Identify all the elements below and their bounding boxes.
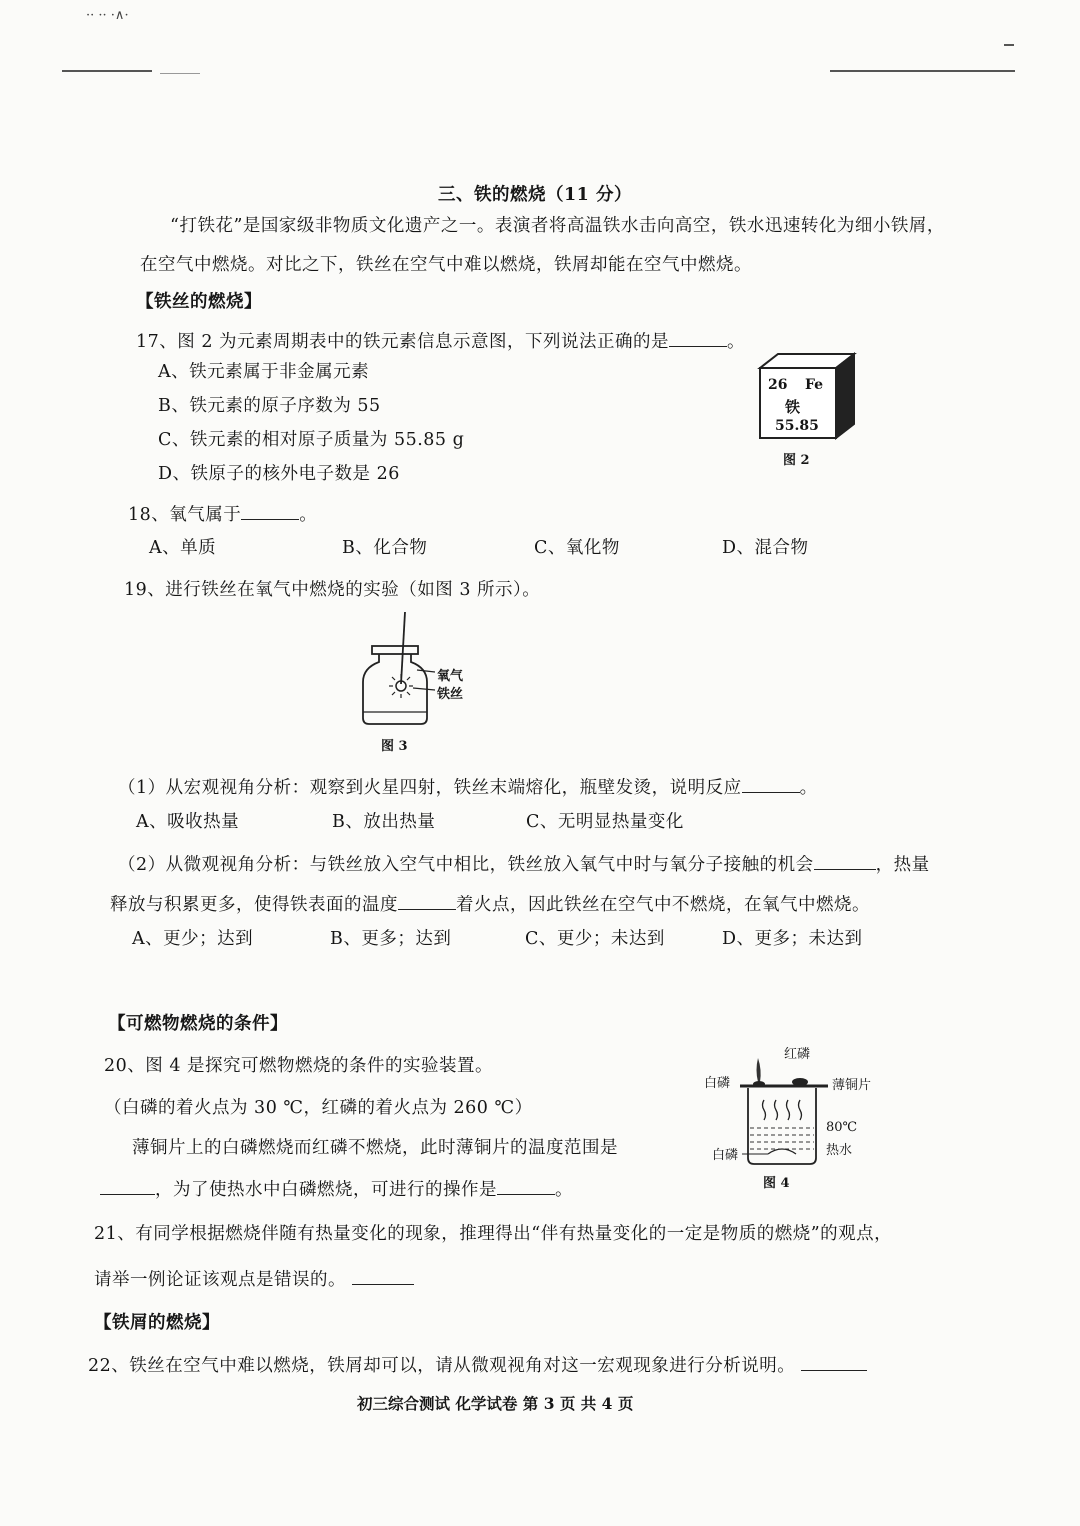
q19-part1-stem — [118, 774, 818, 799]
q19-part2-option-d: D、更多；未达到 — [722, 929, 863, 949]
intro-line-1: “打铁花”是国家级非物质文化遗产之一。表演者将高温铁水击向高空，铁水迅速转化为细小铁屑， — [170, 216, 945, 236]
q17-stem-end: 。 — [727, 332, 746, 352]
q17-answer-blank[interactable] — [669, 329, 727, 348]
q19-stem: 19、进行铁丝在氧气中燃烧的实验（如图 3 所示）。 — [124, 580, 541, 600]
q19-part1-text: （1）从宏观视角分析：观察到火星四射，铁丝末端熔化，瓶壁发烫，说明反应 — [118, 778, 742, 798]
fig2-atomic-number: 26 — [768, 377, 788, 393]
q17-option-c: C、铁元素的相对原子质量为 55.85 g — [158, 430, 465, 450]
q19-part2-option-a: A、更少；达到 — [132, 929, 254, 949]
q21-answer-blank[interactable] — [352, 1267, 414, 1286]
q22-stem-text: 22、铁丝在空气中难以燃烧，铁屑却可以，请从微观视角对这一宏观现象进行分析说明。 — [88, 1356, 796, 1376]
q18-answer-blank[interactable] — [241, 502, 299, 521]
q17-option-a: A、铁元素属于非金属元素 — [158, 362, 370, 382]
scan-line-left-2 — [160, 73, 200, 74]
q19-part2-text-d: 着火点，因此铁丝在空气中不燃烧，在氧气中燃烧。 — [456, 895, 870, 915]
fig3-label-wire: 铁丝 — [437, 687, 464, 702]
fig4-caption: 图 4 — [763, 1176, 790, 1191]
intro-line-2: 在空气中燃烧。对比之下，铁丝在空气中难以燃烧，铁屑却能在空气中燃烧。 — [140, 255, 752, 275]
scan-dash-right — [1004, 44, 1014, 46]
subheading-combustion-conditions: 【可燃物燃烧的条件】 — [108, 1014, 288, 1034]
q20-line3: 薄铜片上的白磷燃烧而红磷不燃烧，此时薄铜片的温度范围是 — [132, 1138, 618, 1158]
q19-part2-line2 — [110, 891, 870, 916]
q18-stem-text: 18、氧气属于 — [128, 505, 242, 525]
fig3-label-oxygen: 氧气 — [437, 669, 464, 684]
subheading-iron-wire: 【铁丝的燃烧】 — [136, 292, 262, 312]
fig4-label-copper-sheet: 薄铜片 — [832, 1078, 872, 1093]
q18-option-d: D、混合物 — [722, 538, 809, 558]
q19-part1-option-b: B、放出热量 — [332, 812, 436, 832]
fig4-label-red-phosphorus: 红磷 — [784, 1047, 811, 1062]
q17-option-d: D、铁原子的核外电子数是 26 — [158, 464, 400, 484]
q17-stem — [136, 328, 745, 353]
q19-part2-blank-2[interactable] — [398, 892, 456, 911]
q19-part2-blank-1[interactable] — [814, 852, 876, 871]
q17-stem-text: 17、图 2 为元素周期表中的铁元素信息示意图，下列说法正确的是 — [136, 332, 670, 352]
q18-stem — [128, 501, 317, 526]
q19-part2-option-b: B、更多；达到 — [330, 929, 452, 949]
q20-line4-text: ，为了使热水中白磷燃烧，可进行的操作是 — [155, 1180, 497, 1200]
q19-part1-end: 。 — [799, 778, 818, 798]
fig4-label-white-phosphorus-top: 白磷 — [704, 1076, 731, 1091]
q18-option-a: A、单质 — [149, 538, 217, 558]
q20-line4-end: 。 — [555, 1180, 573, 1200]
fig2-mass: 55.85 — [775, 418, 819, 434]
scan-line-right — [830, 70, 1015, 72]
fig4-label-temperature: 80℃ — [826, 1120, 858, 1135]
q18-option-c: C、氧化物 — [534, 538, 620, 558]
q19-part1-option-a: A、吸收热量 — [136, 812, 240, 832]
q20-note: （白磷的着火点为 30 ℃，红磷的着火点为 260 ℃） — [104, 1098, 533, 1118]
figure-3-gas-jar — [355, 612, 435, 730]
fig2-symbol: Fe — [805, 377, 824, 393]
q18-option-b: B、化合物 — [342, 538, 428, 558]
q19-part2-text-b: ，热量 — [875, 855, 930, 875]
q19-part2-text: （2）从微观视角分析：与铁丝放入空气中相比，铁丝放入氧气中时与氧分子接触的机会 — [118, 855, 814, 875]
page-footer: 初三综合测试 化学试卷 第 3 页 共 4 页 — [357, 1394, 634, 1413]
q19-part2-option-c: C、更少；未达到 — [525, 929, 665, 949]
q18-stem-end: 。 — [299, 505, 318, 525]
section-title: 三、铁的燃烧（11 分） — [438, 185, 632, 205]
q22-stem — [88, 1352, 867, 1377]
q20-stem: 20、图 4 是探究可燃物燃烧的条件的实验装置。 — [104, 1056, 494, 1076]
fig4-label-white-phosphorus-bottom: 白磷 — [712, 1148, 739, 1163]
q20-blank-2[interactable] — [497, 1177, 555, 1196]
q20-blank-1[interactable] — [100, 1177, 155, 1196]
q17-option-b: B、铁元素的原子序数为 55 — [158, 396, 381, 416]
fig2-caption: 图 2 — [783, 453, 810, 468]
q21-line2 — [94, 1266, 414, 1291]
fig2-name: 铁 — [785, 398, 801, 416]
q21-line2-text: 请举一例论证该观点是错误的。 — [94, 1270, 346, 1290]
q19-part2-line1 — [118, 851, 930, 876]
scan-line-left — [62, 70, 152, 72]
q19-part1-blank[interactable] — [742, 775, 800, 794]
q19-part1-option-c: C、无明显热量变化 — [526, 812, 684, 832]
fig4-label-hot-water: 热水 — [826, 1143, 853, 1158]
scan-mark-text: ·· ·· ·∧· — [86, 8, 129, 23]
q21-line1: 21、有同学根据燃烧伴随有热量变化的现象，推理得出“伴有热量变化的一定是物质的燃烧”的观点， — [94, 1224, 893, 1244]
q22-answer-blank[interactable] — [801, 1353, 867, 1372]
figure-4-beaker-apparatus — [738, 1050, 828, 1170]
q20-line4 — [100, 1176, 573, 1201]
q19-part2-text-c: 释放与积累更多，使得铁表面的温度 — [110, 895, 398, 915]
subheading-iron-filings: 【铁屑的燃烧】 — [94, 1313, 220, 1333]
fig3-caption: 图 3 — [381, 739, 408, 754]
